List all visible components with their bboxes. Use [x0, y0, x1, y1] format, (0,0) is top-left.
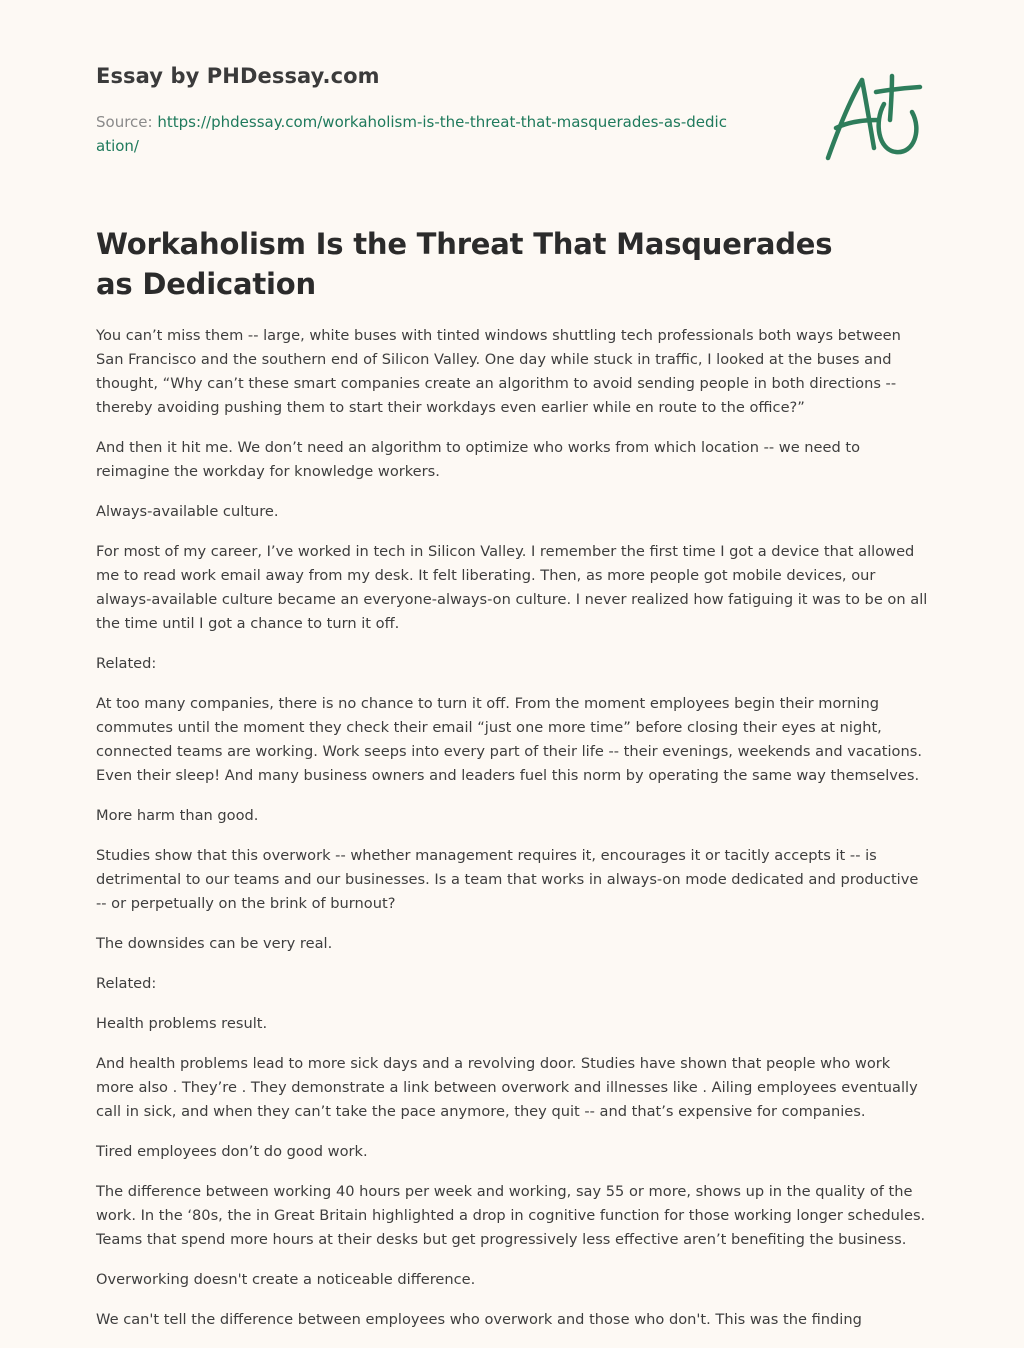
source-line — [96, 110, 736, 158]
paragraph: And then it hit me. We don’t need an algorithm to optimize who works from which location -- we need to reimagine the workday for knowledge workers. — [96, 439, 861, 480]
source-link[interactable]: https://phdessay.com/workaholism-is-the-threat-that-masquerades-as-dedication/ — [96, 113, 727, 155]
site-title: Essay by PHDessay.com — [96, 64, 380, 88]
a-plus-logo-icon — [822, 70, 924, 164]
essay-body — [96, 324, 928, 1348]
paragraph: Always-available culture. — [96, 503, 279, 520]
paragraph: The downsides can be very real. — [96, 935, 333, 952]
source-label: Source: — [96, 113, 158, 131]
paragraph: You can’t miss them -- large, white buses with tinted windows shuttling tech professionals both ways between San Francisco and the southern end of Silicon Valley. One day while stuck in traffic, I looked at the buses and thought, “Why can’t these smart companies create an algorithm to avoid sending people in both directions -- thereby avoiding pushing them to start their workdays even earlier while en route to the office?” — [96, 327, 901, 416]
paragraph: More harm than good. — [96, 807, 259, 824]
paragraph: We can't tell the difference between employees who overwork and those who don't. This was the finding — [96, 1311, 862, 1328]
paragraph: Tired employees don’t do good work. — [96, 1143, 368, 1160]
paragraph: Related: — [96, 975, 157, 992]
paragraph: The difference between working 40 hours per week and working, say 55 or more, shows up in the quality of the work. In the ‘80s, the in Great Britain highlighted a drop in cognitive function for those working longer schedules. Teams that spend more hours at their desks but get progressively less effective aren’t benefiting the business. — [96, 1183, 926, 1248]
paragraph: For most of my career, I’ve worked in tech in Silicon Valley. I remember the first time I got a device that allowed me to read work email away from my desk. It felt liberating. Then, as more people got mobile devices, our always-available culture became an everyone-always-on culture. I never realized how fatiguing it was to be on all the time until I got a chance to turn it off. — [96, 543, 928, 632]
paragraph: Health problems result. — [96, 1015, 268, 1032]
essay-title: Workaholism Is the Threat That Masquerades as Dedication — [96, 227, 833, 301]
paragraph: And health problems lead to more sick days and a revolving door. Studies have shown that people who work more also . They’re . They demonstrate a link between overwork and illnesses like . Ailing employees eventually call in sick, and when they can’t take the pace anymore, they quit -- and that’s expensive for companies. — [96, 1055, 918, 1120]
a-plus-logo-svg — [822, 70, 924, 164]
paragraph: Related: — [96, 655, 157, 672]
paragraph: At too many companies, there is no chance to turn it off. From the moment employees begin their morning commutes until the moment they check their email “just one more time” before closing their eyes at night, connected teams are working. Work seeps into every part of their life -- their evenings, weekends and vacations. Even their sleep! And many business owners and leaders fuel this norm by operating the same way themselves. — [96, 695, 922, 784]
paragraph: Studies show that this overwork -- whether management requires it, encourages it or tacitly accepts it -- is detrimental to our teams and our businesses. Is a team that works in always-on mode dedicated and productive -- or perpetually on the brink of burnout? — [96, 847, 919, 912]
paragraph: Overworking doesn't create a noticeable difference. — [96, 1271, 476, 1288]
